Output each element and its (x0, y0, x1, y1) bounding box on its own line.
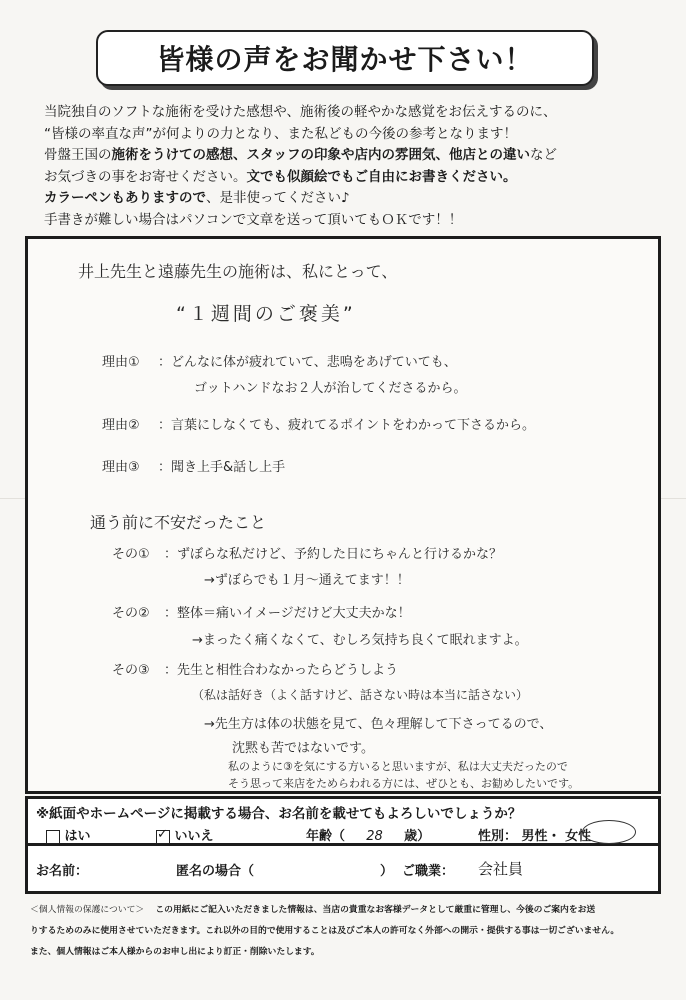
yes-checkbox[interactable] (46, 830, 60, 844)
closing-text: 私のように③を気にする方いると思いますが、私は大丈夫だったので (228, 760, 568, 773)
checkmark-icon: ✓ (157, 826, 168, 842)
name-label: お名前： (36, 864, 89, 879)
anonymous-label: 匿名の場合（ (176, 864, 255, 879)
permission-answer-row (28, 823, 658, 843)
reason3-label: 理由③ (102, 460, 140, 475)
no-label: いいえ (174, 829, 214, 844)
worry2-answer: →まったく痛くなくて、むしろ気持ち良くて眠れますよ。 (192, 633, 528, 648)
occupation-label: ご職業： (402, 864, 455, 879)
age-value: 28 (366, 829, 383, 844)
permission-question: ※紙面やホームページに掲載する場合、お名前を載せてもよろしいでしょうか？ (36, 806, 522, 822)
yes-label: はい (64, 829, 91, 844)
worry1-answer: →ずぼらでも１月〜通えてます！！ (204, 573, 410, 588)
reason3-text: ：聞き上手&話し上手 (158, 460, 286, 475)
reason1-text: ：どんなに体が疲れていて、悲鳴をあげていても、 (158, 355, 457, 370)
permission-question-section (25, 796, 661, 846)
name-section (25, 846, 661, 894)
gender-male-option[interactable]: 男性・ (521, 829, 561, 844)
privacy-line-1: ＜個人情報の保護について＞ この用紙にご記入いただきました情報は、当店の貴重なお客様データとして厳重に管理し、今後のご案内をお送 (30, 905, 596, 915)
worry3-note: （私は話好き（よく話すけど、話さない時は本当に話さない） (192, 688, 529, 702)
headline: “１週間のご褒美” (176, 303, 356, 325)
reason1-text-2: ゴットハンドなお２人が治してくださるから。 (194, 381, 467, 396)
title-box (96, 30, 594, 86)
gender-label: 性別： (478, 829, 518, 844)
gender-female-label: 女性 (565, 829, 592, 844)
age-field[interactable] (306, 825, 430, 844)
worry-heading: 通う前に不安だったこと (90, 513, 267, 532)
no-checkbox[interactable] (156, 826, 170, 844)
worry2-text: ：整体＝痛いイメージだけど大丈夫かな！ (164, 606, 411, 621)
worry1-text: ：ずぼらな私だけど、予約した日にちゃんと行けるかな？ (164, 547, 503, 562)
circle-mark (582, 820, 636, 844)
reason1-label: 理由① (102, 355, 140, 370)
worry3-label: その③ (112, 663, 150, 678)
handwritten-comment-box (25, 236, 661, 794)
opening-line: 井上先生と遠藤先生の施術は、私にとって、 (78, 262, 398, 281)
reason2-label: 理由② (102, 418, 140, 433)
intro-line: 骨盤王国の施術をうけての感想、スタッフの印象や店内の雰囲気、他店との違いなど (44, 147, 557, 163)
yes-option[interactable] (46, 825, 91, 844)
occupation-value[interactable]: 会社員 (478, 860, 524, 878)
worry3-text: ：先生と相性合わなかったらどうしよう (164, 663, 399, 678)
worry2-label: その② (112, 606, 150, 621)
intro-line: 手書きが難しい場合はパソコンで文章を送って頂いてもＯＫです！！ (44, 211, 463, 228)
closing-text-2: そう思って来店をためらわれる方には、ぜひとも、お勧めしたいです。 (228, 777, 580, 790)
intro-line: お気づきの事をお寄せください。文でも似顔絵でもご自由にお書きください。 (44, 168, 517, 185)
privacy-line-2: りするためのみに使用させていただきます。これ以外の目的で使用することは及びご本人の許可なく外部への開示・提供する事は一切ございません。 (30, 926, 620, 936)
no-option[interactable] (156, 825, 214, 844)
intro-text (44, 102, 664, 231)
age-label: 年齢（ (306, 829, 346, 844)
anonymous-close: ） (380, 864, 394, 879)
worry3-answer: →先生方は体の状態を見て、色々理解して下さってるので、 (204, 717, 553, 732)
age-suffix: 歳） (404, 829, 431, 844)
intro-line: カラーペンもありますので、是非使ってください♪ (44, 190, 350, 206)
intro-line: 当院独自のソフトな施術を受けた感想や、施術後の軽やかな感覚をお伝えするのに、 (44, 104, 557, 120)
worry3-answer-2: 沈黙も苦ではないです。 (232, 741, 374, 756)
reason2-text: ：言葉にしなくても、疲れてるポイントをわかって下さるから。 (158, 418, 536, 433)
worry1-label: その① (112, 547, 150, 562)
privacy-line-3: また、個人情報はご本人様からのお申し出により訂正・削除いたします。 (30, 947, 320, 957)
page-title: 皆様の声をお聞かせ下さい！ (156, 43, 534, 76)
intro-line: “皆様の率直な声”が何よりの力となり、また私どもの今後の参考となります！ (44, 125, 517, 142)
gender-field (478, 825, 591, 844)
privacy-notice (30, 900, 670, 963)
